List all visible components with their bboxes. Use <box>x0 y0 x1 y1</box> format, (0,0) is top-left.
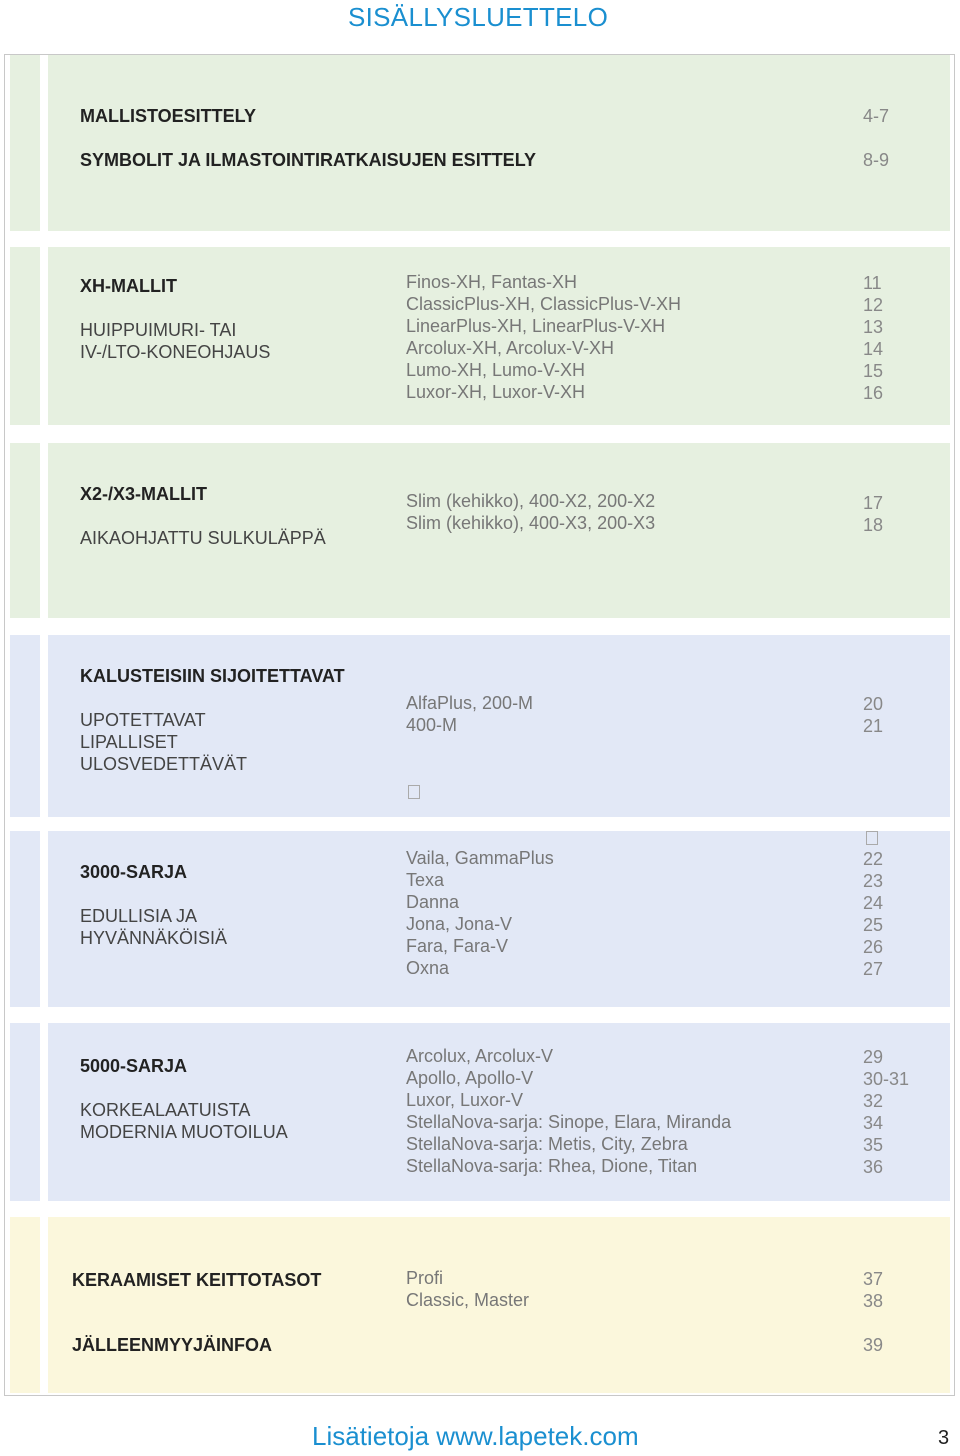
list-item: Finos-XH, Fantas-XH <box>406 272 578 292</box>
model-list <box>406 692 533 736</box>
placeholder-glyph-icon <box>866 831 878 845</box>
footer-website-link[interactable]: Lisätietoja www.lapetek.com <box>312 1421 639 1451</box>
toc-entry-jalleenmyyjainfoa[interactable]: JÄLLEENMYYJÄINFOA <box>72 1335 273 1355</box>
list-item: Texa <box>406 870 445 890</box>
toc-entry-keraamiset[interactable]: KERAAMISET KEITTOTASOT <box>72 1270 322 1290</box>
section-subtitle: UPOTETTAVAT LIPALLISET ULOSVEDETTÄVÄT <box>80 710 248 774</box>
page-list: 17 18 <box>863 493 884 535</box>
list-item: Profi <box>406 1268 444 1288</box>
list-item: Oxna <box>406 958 450 978</box>
list-item: Vaila, GammaPlus <box>406 848 554 868</box>
model-list <box>406 847 554 979</box>
list-item: Jona, Jona-V <box>406 914 513 934</box>
page-list: 37 38 <box>863 1269 884 1311</box>
toc-entry-symbolit[interactable]: SYMBOLIT JA ILMASTOINTIRATKAISUJEN ESITTELY <box>80 150 537 170</box>
section-subtitle: AIKAOHJATTU SULKULÄPPÄ <box>80 528 326 548</box>
list-item: Luxor-XH, Luxor-V-XH <box>406 382 586 402</box>
toc-pages-mallistoesittely: 4-7 <box>863 106 890 126</box>
list-item: LinearPlus-XH, LinearPlus-V-XH <box>406 316 666 336</box>
section-heading: XH-MALLIT <box>80 276 177 296</box>
list-item: StellaNova-sarja: Metis, City, Zebra <box>406 1134 688 1154</box>
page-title: SISÄLLYSLUETTELO <box>348 2 609 32</box>
section-5000-sarja <box>10 1023 950 1201</box>
model-list <box>406 271 681 403</box>
section-3000-sarja <box>10 831 950 1007</box>
section-subtitle: HUIPPUIMURI- TAI IV-/LTO-KONEOHJAUS <box>80 320 271 362</box>
list-item: ClassicPlus-XH, ClassicPlus-V-XH <box>406 294 682 314</box>
section-xh <box>10 247 950 425</box>
page-number: 3 <box>938 1427 950 1449</box>
list-item: 400-M <box>406 715 458 735</box>
section-subtitle: KORKEALAATUISTA MODERNIA MUOTOILUA <box>80 1100 288 1142</box>
page-list: 29 30-31 32 34 35 36 <box>863 1047 910 1177</box>
page-list: 22 23 24 25 26 27 <box>863 849 884 979</box>
model-list <box>406 490 655 534</box>
list-item: Fara, Fara-V <box>406 936 509 956</box>
toc-pages-symbolit: 8-9 <box>863 150 890 170</box>
section-heading: 5000-SARJA <box>80 1056 188 1076</box>
list-item: AlfaPlus, 200-M <box>406 693 534 713</box>
model-list <box>406 1045 731 1177</box>
list-item: Arcolux-XH, Arcolux-V-XH <box>406 338 615 358</box>
section-x2x3 <box>10 443 950 618</box>
model-list <box>406 1267 529 1311</box>
list-item: Lumo-XH, Lumo-V-XH <box>406 360 586 380</box>
page-list: 11 12 13 14 15 16 <box>863 273 884 403</box>
list-item: Apollo, Apollo-V <box>406 1068 534 1088</box>
toc-frame <box>4 54 955 1396</box>
list-item: Luxor, Luxor-V <box>406 1090 524 1110</box>
section-kalusteisiin <box>10 635 950 817</box>
placeholder-glyph-icon <box>408 785 420 799</box>
section-heading: KALUSTEISIIN SIJOITETTAVAT <box>80 666 345 686</box>
toc-pages-jalleenmyyjainfoa: 39 <box>863 1335 884 1355</box>
list-item: Slim (kehikko), 400-X2, 200-X2 <box>406 491 656 511</box>
toc-entry-mallistoesittely[interactable]: MALLISTOESITTELY <box>80 106 257 126</box>
list-item: Danna <box>406 892 460 912</box>
section-intro <box>10 55 950 231</box>
section-keraamiset <box>10 1217 950 1393</box>
section-heading: 3000-SARJA <box>80 862 188 882</box>
list-item: Slim (kehikko), 400-X3, 200-X3 <box>406 513 656 533</box>
list-item: Arcolux, Arcolux-V <box>406 1046 554 1066</box>
list-item: Classic, Master <box>406 1290 530 1310</box>
list-item: StellaNova-sarja: Sinope, Elara, Miranda <box>406 1112 732 1132</box>
page-list: 20 21 <box>863 694 884 736</box>
section-heading: X2-/X3-MALLIT <box>80 484 208 504</box>
list-item: StellaNova-sarja: Rhea, Dione, Titan <box>406 1156 698 1176</box>
section-subtitle: EDULLISIA JA HYVÄNNÄKÖISIÄ <box>80 906 228 948</box>
